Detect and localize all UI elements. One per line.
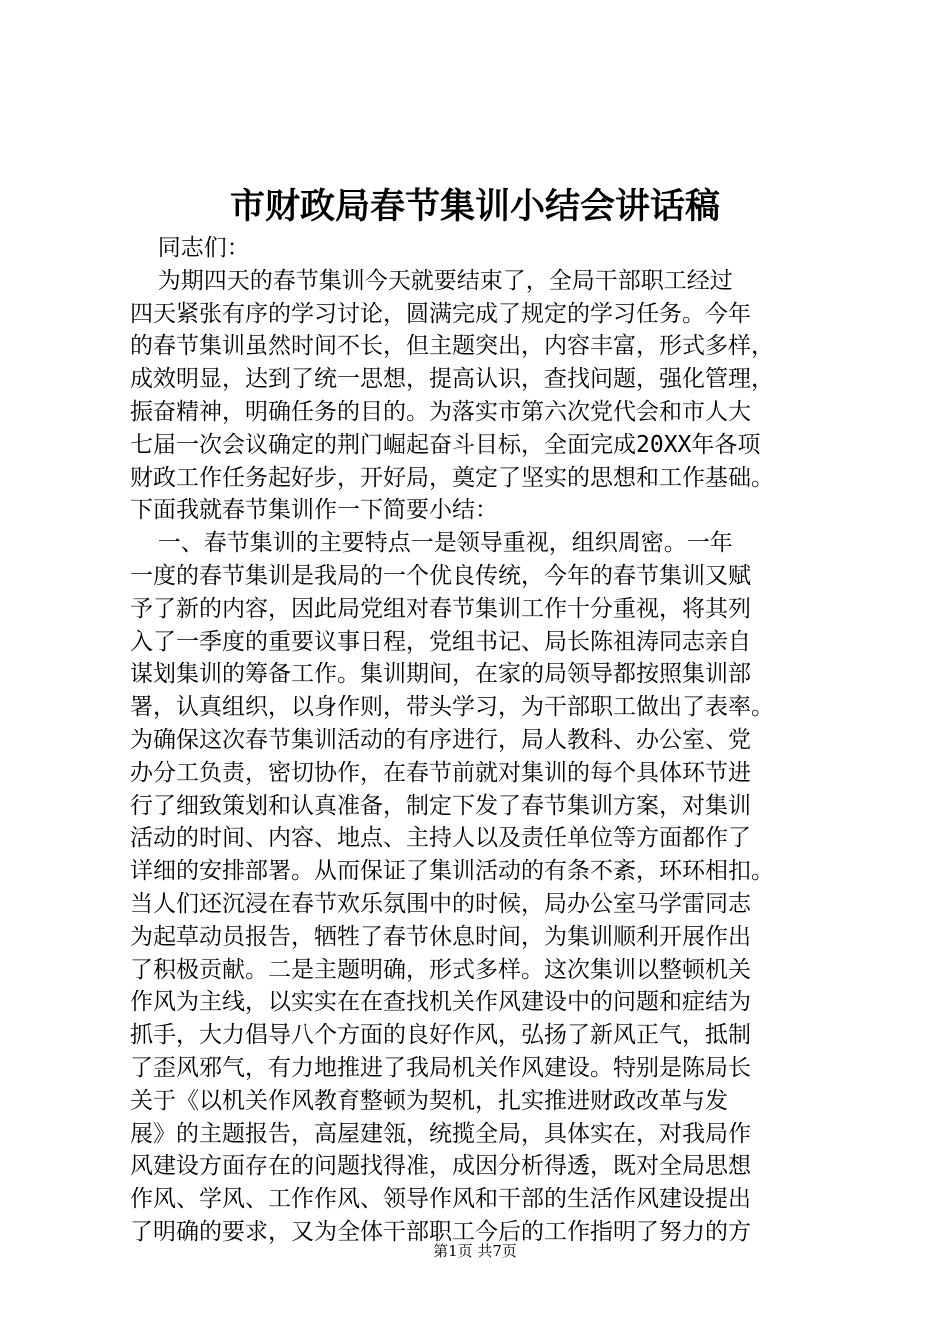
body-line: 同志们：: [130, 235, 250, 261]
body-line: 办分工负责，密切协作，在春节前就对集训的每个具体环节进: [130, 759, 751, 786]
body-line: 的春节集训虽然时间不长，但主题突出，内容丰富，形式多样，: [130, 333, 774, 360]
body-line: 展》的主题报告，高屋建瓴，统揽全局，具体实在，对我局作: [130, 1120, 751, 1147]
body-line: 予了新的内容，因此局党组对春节集训工作十分重视，将其列: [130, 595, 751, 622]
body-line: 风建设方面存在的问题找得准，成因分析得透，既对全局思想: [130, 1153, 751, 1180]
body-line: 为期四天的春节集训今天就要结束了，全局干部职工经过: [130, 267, 733, 294]
body-line: 关于《以机关作风教育整顿为契机，扎实推进财政改革与发: [130, 1087, 728, 1114]
body-line: 四天紧张有序的学习讨论，圆满完成了规定的学习任务。今年: [130, 300, 751, 327]
body-line: 谋划集训的筹备工作。集训期间，在家的局领导都按照集训部: [130, 661, 751, 688]
body-line: 下面我就春节集训作一下简要小结：: [130, 497, 498, 524]
body-line: 为起草动员报告，牺牲了春节休息时间，为集训顺利开展作出: [130, 923, 751, 950]
body-line: 了明确的要求，又为全体干部职工今后的工作指明了努力的方: [130, 1218, 751, 1245]
body-line: 详细的安排部署。从而保证了集训活动的有条不紊，环环相扣。: [130, 858, 774, 885]
body-line: 作风为主线，以实实在在查找机关作风建设中的问题和症结为: [130, 989, 751, 1016]
body-line: 作风、学风、工作作风、领导作风和干部的生活作风建设提出: [130, 1186, 751, 1213]
body-line: 财政工作任务起好步，开好局，奠定了坚实的思想和工作基础。: [130, 464, 774, 491]
body-line: 振奋精神，明确任务的目的。为落实市第六次党代会和市人大: [130, 398, 751, 425]
body-line: 一、春节集训的主要特点一是领导重视，组织周密。一年: [130, 530, 733, 557]
body-line: 七届一次会议确定的荆门崛起奋斗目标，全面完成20XX年各项: [130, 431, 761, 458]
body-line: 成效明显，达到了统一思想，提高认识，查找问题，强化管理，: [130, 366, 774, 393]
page-footer: 第1页 共7页: [433, 1242, 517, 1260]
body-line: 当人们还沉浸在春节欢乐氛围中的时候，局办公室马学雷同志: [130, 890, 751, 917]
document-body: [130, 232, 830, 1249]
body-line: 署，认真组织，以身作则，带头学习，为干部职工做出了表率。: [130, 694, 774, 721]
body-line: 行了细致策划和认真准备，制定下发了春节集训方案，对集训: [130, 792, 751, 819]
body-line: 一度的春节集训是我局的一个优良传统，今年的春节集训又赋: [130, 562, 751, 589]
body-line: 了积极贡献。二是主题明确，形式多样。这次集训以整顿机关: [130, 956, 751, 983]
document-title: 市财政局春节集训小结会讲话稿: [229, 186, 720, 227]
body-line: 活动的时间、内容、地点、主持人以及责任单位等方面都作了: [130, 825, 751, 852]
body-line: 为确保这次春节集训活动的有序进行，局人教科、办公室、党: [130, 726, 751, 753]
body-line: 了歪风邪气，有力地推进了我局机关作风建设。特别是陈局长: [130, 1054, 751, 1081]
body-line: 入了一季度的重要议事日程，党组书记、局长陈祖涛同志亲自: [130, 628, 751, 655]
body-line: 抓手，大力倡导八个方面的良好作风，弘扬了新风正气，抵制: [130, 1022, 751, 1049]
